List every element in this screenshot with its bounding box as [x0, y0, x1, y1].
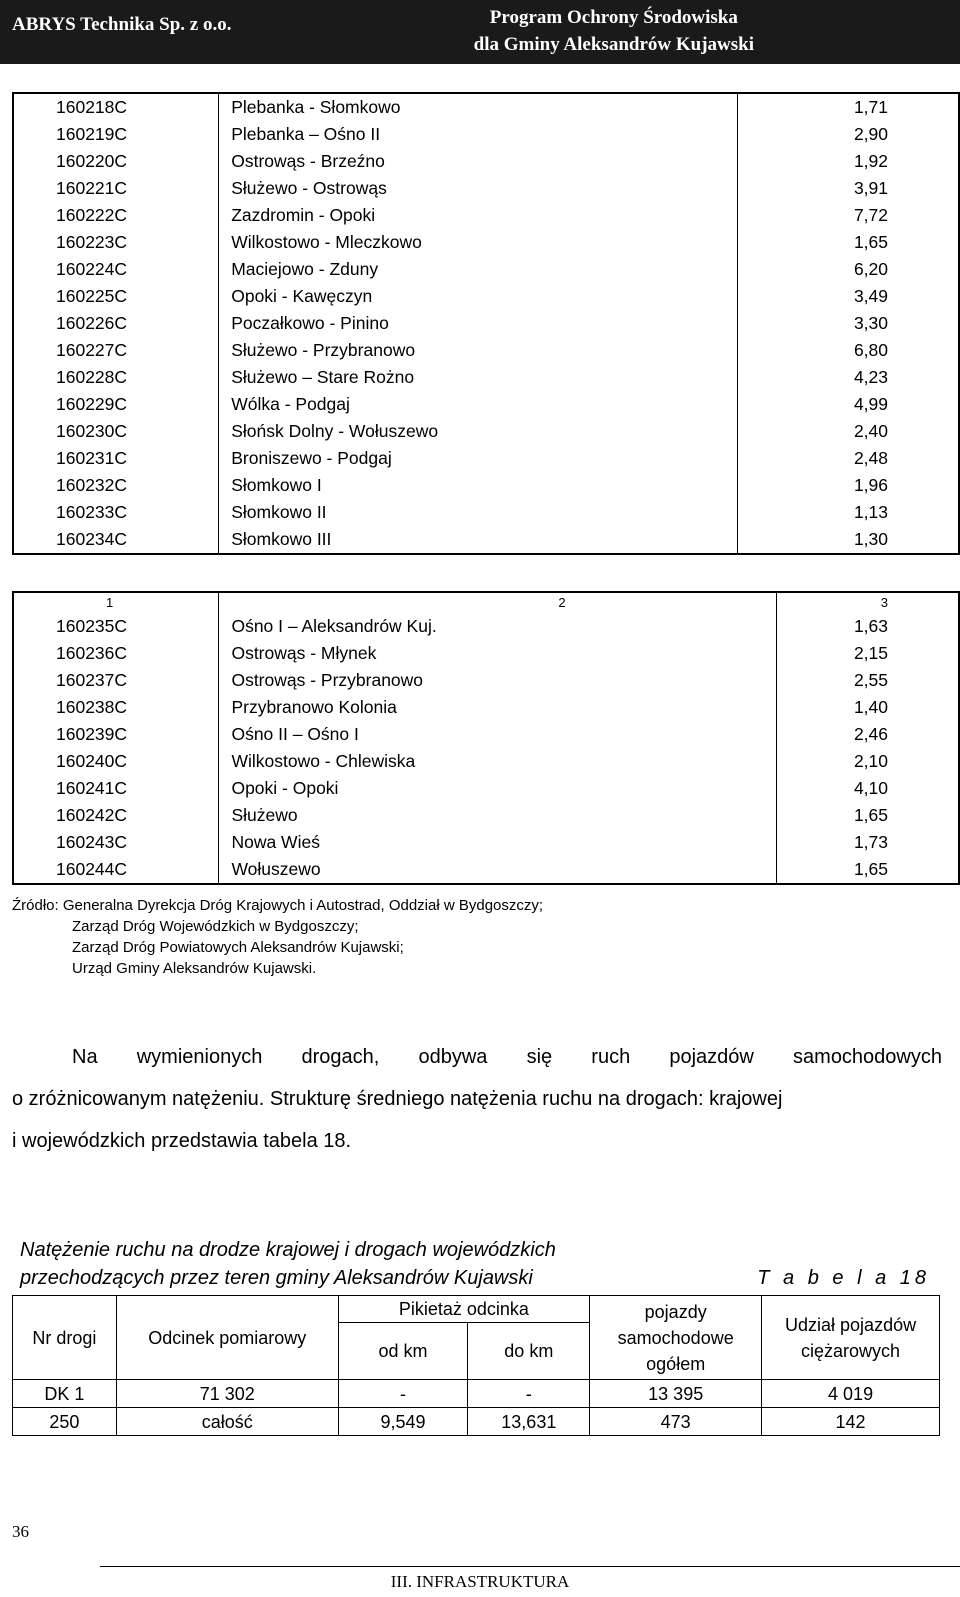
header-pikietaz: Pikietaż odcinka — [338, 1296, 590, 1323]
road-id: 160226C — [56, 313, 128, 333]
traffic-cell-udzial: 4 019 — [762, 1380, 940, 1408]
road-name: Wołuszewo — [219, 856, 776, 884]
source-note — [12, 895, 543, 979]
road-length: 4,10 — [776, 775, 959, 802]
page-header — [0, 0, 960, 64]
traffic-cell-pojazdy: 13 395 — [590, 1380, 762, 1408]
road-name: Służewo – Stare Rożno — [219, 364, 738, 391]
road-length: 2,48 — [737, 445, 959, 472]
traffic-cell-pojazdy: 473 — [590, 1408, 762, 1436]
road-length: 1,73 — [776, 829, 959, 856]
traffic-cell-udzial: 142 — [762, 1408, 940, 1436]
source-line-1: Źródło: Generalna Dyrekcja Dróg Krajowych i Autostrad, Oddział w Bydgoszczy; — [12, 897, 544, 914]
road-row — [13, 445, 959, 472]
road-name: Słomkowo I — [219, 472, 738, 499]
traffic-cell-od: - — [338, 1380, 468, 1408]
company-name: ABRYS Technika Sp. z o.o. — [12, 14, 232, 35]
road-name: Zazdromin - Opoki — [219, 202, 738, 229]
road-row — [13, 364, 959, 391]
source-line-4: Urząd Gminy Aleksandrów Kujawski. — [72, 960, 317, 977]
road-length: 1,65 — [776, 856, 959, 884]
road-length: 1,96 — [737, 472, 959, 499]
road-row — [13, 310, 959, 337]
road-id: 160243C — [56, 832, 128, 852]
road-length: 1,65 — [737, 229, 959, 256]
road-length: 2,90 — [737, 121, 959, 148]
road-name: Ostrowąs - Młynek — [219, 640, 776, 667]
road-length: 2,10 — [776, 748, 959, 775]
road-name: Służewo - Przybranowo — [219, 337, 738, 364]
road-row — [13, 202, 959, 229]
road-name: Wilkostowo - Chlewiska — [219, 748, 776, 775]
road-name: Broniszewo - Podgaj — [219, 445, 738, 472]
road-name: Wólka - Podgaj — [219, 391, 738, 418]
road-row — [13, 418, 959, 445]
road-id: 160229C — [56, 394, 128, 414]
road-name: Opoki - Kawęczyn — [219, 283, 738, 310]
traffic-cell-nr: 250 — [13, 1408, 117, 1436]
source-line-2: Zarząd Dróg Wojewódzkich w Bydgoszczy; — [72, 918, 359, 935]
road-id: 160239C — [56, 724, 128, 744]
road-row — [13, 391, 959, 418]
table-label: T a b e l a 18 — [757, 1267, 930, 1289]
column-number-row — [13, 592, 959, 613]
program-title-line2: dla Gminy Aleksandrów Kujawski — [473, 34, 754, 55]
road-id: 160220C — [56, 151, 128, 171]
road-id: 160218C — [56, 97, 128, 117]
road-id: 160224C — [56, 259, 128, 279]
road-row — [13, 93, 959, 121]
road-id: 160234C — [56, 529, 128, 549]
source-line-3: Zarząd Dróg Powiatowych Aleksandrów Kujawski; — [72, 939, 404, 956]
header-pojazdy: pojazdy samochodowe ogółem — [590, 1296, 762, 1380]
column-number-2: 2 — [219, 592, 776, 613]
road-id: 160222C — [56, 205, 128, 225]
road-name: Opoki - Opoki — [219, 775, 776, 802]
road-name: Ośno I – Aleksandrów Kuj. — [219, 613, 776, 640]
road-id: 160232C — [56, 475, 128, 495]
road-id: 160227C — [56, 340, 128, 360]
road-id: 160235C — [56, 616, 128, 636]
road-row — [13, 256, 959, 283]
road-row — [13, 829, 959, 856]
road-length: 6,80 — [737, 337, 959, 364]
road-id: 160231C — [56, 448, 128, 468]
road-name: Wilkostowo - Mleczkowo — [219, 229, 738, 256]
header-udzial: Udział pojazdów ciężarowych — [762, 1296, 940, 1380]
road-row — [13, 175, 959, 202]
road-row — [13, 640, 959, 667]
road-row — [13, 721, 959, 748]
traffic-header-row — [13, 1296, 940, 1323]
road-id: 160223C — [56, 232, 128, 252]
road-length: 3,30 — [737, 310, 959, 337]
traffic-cell-do: 13,631 — [468, 1408, 590, 1436]
road-length: 2,15 — [776, 640, 959, 667]
traffic-cell-odcinek: 71 302 — [116, 1380, 338, 1408]
traffic-cell-nr: DK 1 — [13, 1380, 117, 1408]
road-row — [13, 229, 959, 256]
road-name: Słońsk Dolny - Wołuszewo — [219, 418, 738, 445]
page-number: 36 — [12, 1522, 29, 1541]
road-length: 1,13 — [737, 499, 959, 526]
paragraph-line-1: Na wymienionych drogach, odbywa się ruch pojazdów samochodowych — [72, 1046, 942, 1068]
road-length: 1,63 — [776, 613, 959, 640]
road-name: Ostrowąs - Brzeźno — [219, 148, 738, 175]
road-length: 1,40 — [776, 694, 959, 721]
road-row — [13, 856, 959, 884]
page-footer: III. INFRASTRUKTURA — [390, 1572, 570, 1591]
program-title — [474, 4, 754, 58]
road-row — [13, 775, 959, 802]
road-id: 160244C — [56, 859, 128, 879]
road-length: 2,46 — [776, 721, 959, 748]
road-name: Poczałkowo - Pinino — [219, 310, 738, 337]
road-row — [13, 748, 959, 775]
road-id: 160237C — [56, 670, 128, 690]
body-paragraph — [12, 1036, 942, 1162]
caption-line-1: Natężenie ruchu na drodze krajowej i drogach wojewódzkich — [20, 1239, 556, 1261]
road-length: 3,49 — [737, 283, 959, 310]
road-name: Plebanka - Słomkowo — [219, 93, 738, 121]
road-id: 160230C — [56, 421, 128, 441]
road-length: 4,23 — [737, 364, 959, 391]
footer-divider — [100, 1566, 960, 1567]
road-id: 160225C — [56, 286, 128, 306]
program-title-line1: Program Ochrony Środowiska — [489, 7, 738, 28]
roads-table-part1 — [12, 92, 960, 555]
road-id: 160242C — [56, 805, 128, 825]
road-id: 160240C — [56, 751, 128, 771]
road-row — [13, 148, 959, 175]
road-length: 3,91 — [737, 175, 959, 202]
traffic-row — [13, 1380, 940, 1408]
paragraph-line-3: i wojewódzkich przedstawia tabela 18. — [12, 1130, 352, 1152]
road-row — [13, 472, 959, 499]
road-row — [13, 694, 959, 721]
road-row — [13, 283, 959, 310]
traffic-cell-od: 9,549 — [338, 1408, 468, 1436]
road-id: 160241C — [56, 778, 128, 798]
road-id: 160228C — [56, 367, 128, 387]
header-nr-drogi: Nr drogi — [13, 1296, 117, 1380]
road-id: 160219C — [56, 124, 128, 144]
road-id: 160221C — [56, 178, 128, 198]
traffic-cell-odcinek: całość — [116, 1408, 338, 1436]
road-row — [13, 499, 959, 526]
road-name: Słomkowo III — [219, 526, 738, 554]
road-row — [13, 667, 959, 694]
traffic-row — [13, 1408, 940, 1436]
road-length: 1,92 — [737, 148, 959, 175]
header-do-km: do km — [468, 1323, 590, 1380]
road-length: 4,99 — [737, 391, 959, 418]
road-name: Służewo - Ostrowąs — [219, 175, 738, 202]
road-name: Ostrowąs - Przybranowo — [219, 667, 776, 694]
traffic-table — [12, 1295, 940, 1436]
header-od-km: od km — [338, 1323, 468, 1380]
traffic-cell-do: - — [468, 1380, 590, 1408]
header-odcinek: Odcinek pomiarowy — [116, 1296, 338, 1380]
road-name: Służewo — [219, 802, 776, 829]
road-length: 7,72 — [737, 202, 959, 229]
road-length: 2,55 — [776, 667, 959, 694]
road-length: 1,65 — [776, 802, 959, 829]
column-number-1: 1 — [106, 595, 114, 610]
road-row — [13, 121, 959, 148]
road-name: Nowa Wieś — [219, 829, 776, 856]
road-name: Maciejowo - Zduny — [219, 256, 738, 283]
paragraph-line-2: o zróżnicowanym natężeniu. Strukturę średniego natężenia ruchu na drogach: krajowej — [12, 1088, 783, 1110]
road-row — [13, 802, 959, 829]
road-row — [13, 337, 959, 364]
caption-line-2: przechodzących przez teren gminy Aleksandrów Kujawski — [20, 1267, 533, 1289]
roads-table-part2 — [12, 591, 960, 885]
road-length: 1,30 — [737, 526, 959, 554]
road-name: Przybranowo Kolonia — [219, 694, 776, 721]
road-name: Plebanka – Ośno II — [219, 121, 738, 148]
road-length: 1,71 — [737, 93, 959, 121]
road-length: 6,20 — [737, 256, 959, 283]
column-number-3: 3 — [776, 592, 959, 613]
road-id: 160233C — [56, 502, 128, 522]
road-id: 160236C — [56, 643, 128, 663]
road-row — [13, 613, 959, 640]
table-caption — [20, 1236, 930, 1292]
road-length: 2,40 — [737, 418, 959, 445]
road-id: 160238C — [56, 697, 128, 717]
road-row — [13, 526, 959, 554]
road-name: Ośno II – Ośno I — [219, 721, 776, 748]
road-name: Słomkowo II — [219, 499, 738, 526]
